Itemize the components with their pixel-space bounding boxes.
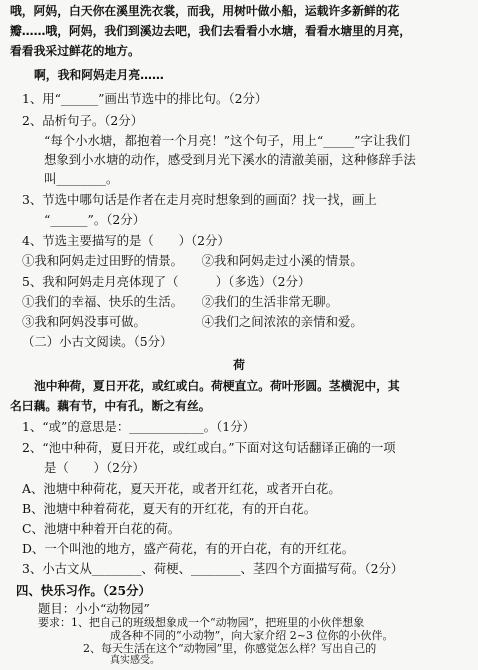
question-5-options: ③我和阿妈没事可做。 ④我们之间浓浓的亲情和爱。 bbox=[22, 314, 363, 329]
question-4-options: ①我和阿妈走过田野的情景。 ②我和阿妈走过小溪的情景。 bbox=[22, 253, 363, 268]
question-5: 5、我和阿妈走月亮体现了（ ）（多选）（2分） bbox=[22, 274, 311, 289]
classical-option: B、池塘中种着荷花，夏天有的开红花，有的开白花。 bbox=[22, 501, 317, 516]
writing-heading: 四、快乐习作。（25分） bbox=[16, 583, 151, 598]
question-5-options: ①我们的幸福、快乐的生活。 ②我们的生活非常无聊。 bbox=[22, 294, 338, 309]
question-2: 2、品析句子。（2分） bbox=[22, 113, 144, 128]
question-2-text: 叫________。 bbox=[44, 171, 119, 186]
passage-line: 啊，我和阿妈走月亮…… bbox=[34, 68, 164, 82]
passage-line: 看看我采过鲜花的地方。 bbox=[10, 44, 140, 58]
question-3-text: “______”。（2分） bbox=[44, 212, 146, 227]
classical-question: 2、“池中种荷，夏日开花，或红或白。”下面对这句话翻译正确的一项 bbox=[22, 440, 396, 455]
classical-option: D、一个叫池的地方，盛产荷花，有的开白花，有的开红花。 bbox=[22, 541, 355, 556]
classical-question: 3、小古文从________、荷梗、________、茎四个方面描写荷。（2分） bbox=[22, 561, 404, 576]
writing-requirement: 成各种不同的“小动物”，向大家介绍 2~3 位你的小伙伴。 bbox=[110, 629, 394, 642]
writing-requirement: 2、每天生活在这个“动物园”里，你感觉怎么样？写出自己的 bbox=[83, 642, 377, 655]
writing-requirement: 真实感受。 bbox=[110, 655, 160, 666]
passage-line: 瓣……哦，阿妈，我们到溪边去吧，我们去看看小水塘，看看水塘里的月亮， bbox=[10, 24, 412, 38]
question-4: 4、节选主要描写的是（ ）（2分） bbox=[22, 233, 230, 248]
question-2-text: 想象到小水塘的动作，感受到月光下溪水的清澈美丽，这种修辞手法 bbox=[44, 152, 416, 167]
passage-line: 哦，阿妈，白天你在溪里洗衣裳，而我，用树叶做小船，运载许多新鲜的花 bbox=[10, 4, 400, 18]
question-1: 1、用“______”画出节选中的排比句。（2分） bbox=[22, 91, 268, 106]
classical-text-line: 池中种荷，夏日开花，或红或白。荷梗直立。荷叶形圆。茎横泥中，其 bbox=[34, 379, 400, 393]
writing-topic: 题目：小小“动物园” bbox=[38, 601, 150, 616]
section-heading: （二）小古文阅读。（5分） bbox=[22, 334, 173, 349]
question-2-text: “每个小水塘，都抱着一个月亮！”这个句子，用上“_____”字让我们 bbox=[44, 133, 411, 148]
classical-question: 是（ ）（2分） bbox=[44, 460, 145, 475]
classical-question: 1、“或”的意思是：____________。（1分） bbox=[22, 419, 255, 434]
question-3: 3、节选中哪句话是作者在走月亮时想象到的画面？找一找，画上 bbox=[22, 192, 377, 207]
classical-option: C、池塘中种着开白花的荷。 bbox=[22, 521, 181, 536]
writing-requirement: 要求：1、把自己的班级想象成一个“动物园”，把班里的小伙伴想象 bbox=[38, 616, 365, 629]
classical-title: 荷 bbox=[233, 358, 245, 372]
classical-option: A、池塘中种荷花，夏天开花，或者开红花，或者开白花。 bbox=[22, 481, 341, 496]
classical-text-line: 名曰藕。藕有节，中有孔，断之有丝。 bbox=[10, 399, 211, 413]
